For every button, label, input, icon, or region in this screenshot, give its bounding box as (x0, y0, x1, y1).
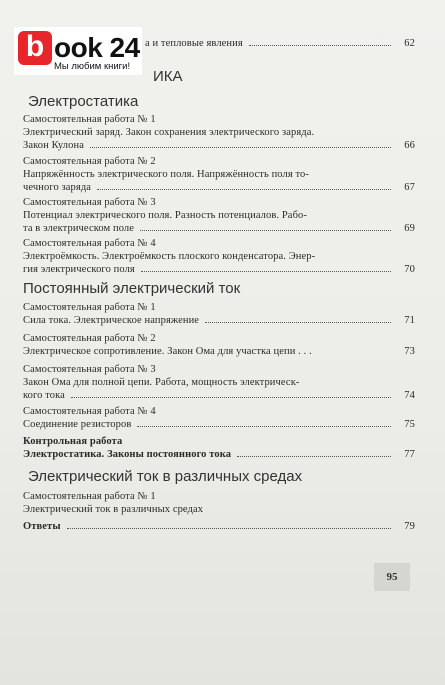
toc-page-number: 77 (404, 449, 415, 460)
toc-page-number: 73 (404, 346, 415, 357)
toc-entry (23, 490, 415, 516)
toc-entry-top (23, 37, 415, 50)
entry-line: чечного заряда (23, 182, 92, 193)
dot-leader (205, 322, 391, 323)
entry-line: Потенциал электрического поля. Разность потенциалов. Рабо- (23, 210, 307, 221)
logo-slogan: Мы любим книги! (54, 61, 131, 72)
toc-entry (23, 155, 415, 194)
entry-kind: Самостоятельная работа № 3 (23, 197, 156, 208)
toc-entry (23, 363, 415, 402)
dot-leader (140, 230, 391, 231)
toc-entry (23, 196, 415, 235)
entry-kind: Самостоятельная работа № 4 (23, 238, 156, 249)
entry-line: Электростатика. Законы постоянного тока (23, 449, 232, 460)
entry-line: Закон Ома для полной цепи. Работа, мощность электрическ- (23, 377, 300, 388)
partial-heading: ИКА (153, 68, 183, 85)
dot-leader (249, 45, 391, 46)
book24-logo[interactable] (14, 27, 142, 75)
entry-line: та в электрическом поле (23, 223, 135, 234)
entry-kind: Самостоятельная работа № 2 (23, 156, 156, 167)
entry-line: Ответы (23, 521, 61, 532)
toc-entry-control (23, 435, 415, 461)
entry-kind: Самостоятельная работа № 4 (23, 406, 156, 417)
section-title-current-in-media: Электрический ток в различных средах (28, 468, 303, 485)
dot-leader (137, 426, 391, 427)
section-title-electrostatics: Электростатика (28, 93, 139, 110)
entry-line: Электрический заряд. Закон сохранения электрического заряда. (23, 127, 315, 138)
entry-kind: Самостоятельная работа № 3 (23, 364, 156, 375)
toc-entry-text: а и тепловые явления (145, 38, 243, 49)
dot-leader (90, 147, 391, 148)
entry-kind: Самостоятельная работа № 1 (23, 491, 156, 502)
page-number: 95 (374, 563, 410, 591)
dot-leader (141, 271, 391, 272)
toc-entry (23, 113, 415, 152)
entry-line: Электроёмкость. Электроёмкость плоского конденсатора. Энер- (23, 251, 316, 262)
toc-page-number: 62 (404, 38, 415, 49)
entry-line: Электрический ток в различных средах (23, 504, 204, 515)
logo-letter: b (18, 31, 52, 65)
toc-page-number: 75 (404, 419, 415, 430)
toc-entry (23, 405, 415, 431)
entry-line: Напряжённость электрического поля. Напряжённость поля то- (23, 169, 310, 180)
toc-page-number: 74 (404, 390, 415, 401)
entry-line: гия электрического поля (23, 264, 135, 275)
toc-page-number: 70 (404, 264, 415, 275)
entry-line: Сила тока. Электрическое напряжение (23, 315, 200, 326)
entry-line: кого тока (23, 390, 65, 401)
toc-page-number: 79 (404, 521, 415, 532)
dot-leader (97, 189, 391, 190)
toc-page-number: 71 (404, 315, 415, 326)
entry-line: Соединение резисторов (23, 419, 132, 430)
entry-line: Электрическое сопротивление. Закон Ома для участка цепи . . . (23, 346, 312, 357)
entry-kind: Самостоятельная работа № 2 (23, 333, 156, 344)
toc-entry (23, 237, 415, 276)
entry-kind: Самостоятельная работа № 1 (23, 302, 156, 313)
toc-entry (23, 301, 415, 327)
entry-kind: Контрольная работа (23, 436, 123, 447)
toc-entry (23, 332, 415, 358)
dot-leader (67, 528, 391, 529)
toc-entry-answers (23, 520, 415, 533)
dot-leader (237, 456, 391, 457)
section-title-direct-current: Постоянный электрический ток (23, 280, 241, 297)
entry-line: Закон Кулона (23, 140, 84, 151)
logo-word: ook 24 (54, 32, 140, 63)
toc-page-number: 67 (404, 182, 415, 193)
toc-page-number: 66 (404, 140, 415, 151)
toc-page-number: 69 (404, 223, 415, 234)
dot-leader (71, 397, 391, 398)
entry-kind: Самостоятельная работа № 1 (23, 114, 156, 125)
